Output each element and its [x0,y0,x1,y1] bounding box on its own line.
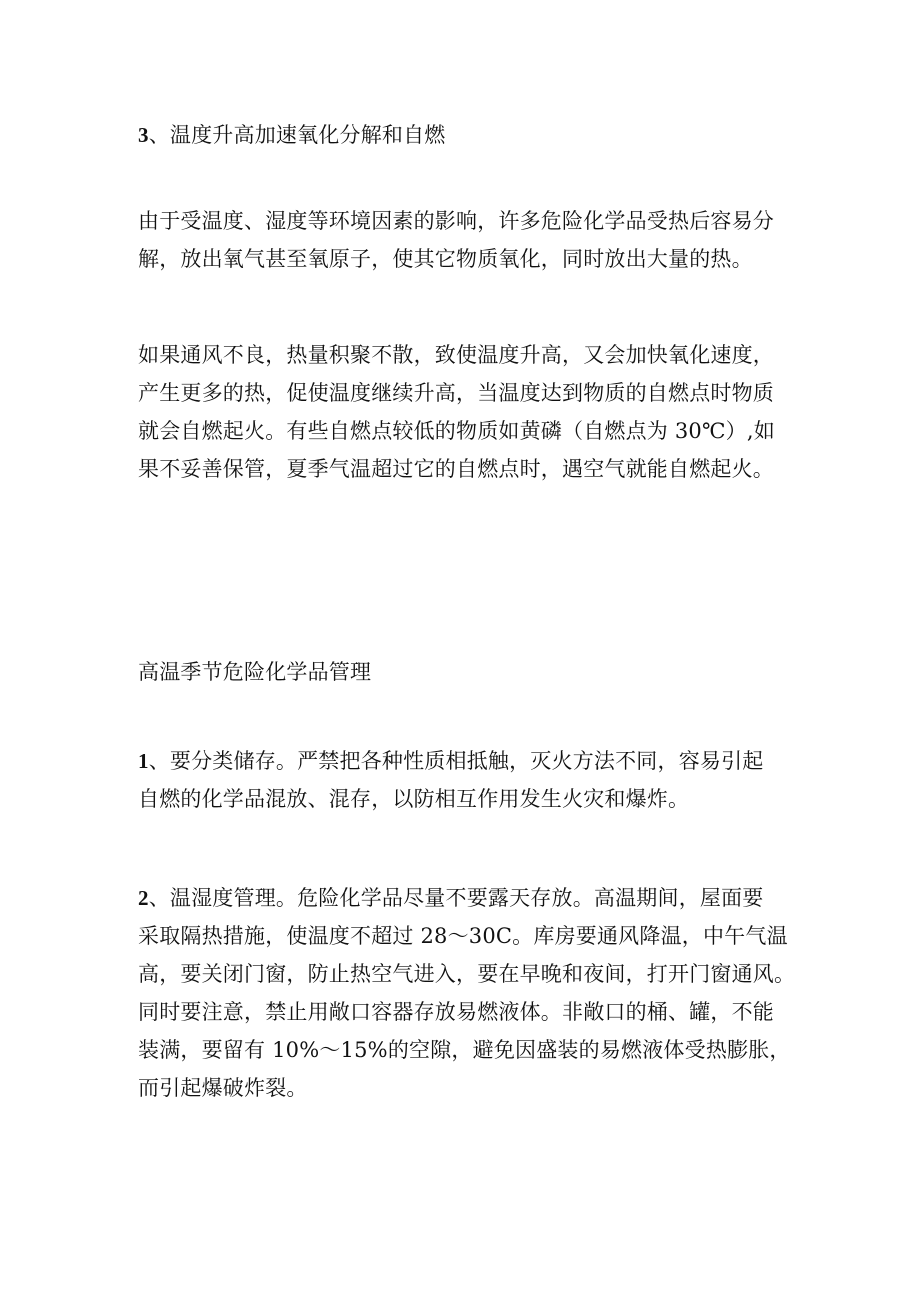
item-number: 2 [138,886,149,910]
section-3-heading [138,116,818,154]
item-line: 而引起爆破炸裂。 [138,1076,308,1100]
item-line: 高，要关闭门窗，防止热空气进入，要在早晚和夜间，打开门窗通风。 [138,962,796,986]
paragraph-line: 解，放出氧气甚至氧原子，使其它物质氧化，同时放出大量的热。 [138,247,753,271]
paragraph-line: 由于受温度、湿度等环境因素的影响，许多危险化学品受热后容易分 [138,209,774,233]
item-line: 、温湿度管理。危险化学品尽量不要露天存放。高温期间，屋面要 [148,886,764,910]
item-line: 同时要注意，禁止用敞口容器存放易燃液体。非敞口的桶、罐，不能 [138,1000,774,1024]
section-title: 高温季节危险化学品管理 [138,660,372,684]
paragraph-line: 如果通风不良，热量积聚不散，致使温度升高，又会加快氧化速度， [138,343,774,367]
paragraph-line: 产生更多的热，促使温度继续升高，当温度达到物质的自燃点时物质 [138,381,774,405]
item-number: 1 [138,749,149,773]
heading-text: 、温度升高加速氧化分解和自燃 [148,123,446,147]
paragraph-decomposition [138,202,818,278]
heading-number: 3 [138,123,149,147]
item-line: 、要分类储存。严禁把各种性质相抵触，灭火方法不同，容易引起 [148,749,764,773]
paragraph-line: 就会自燃起火。有些自燃点较低的物质如黄磷（自燃点为 30℃）,如 [138,419,775,443]
management-item-1 [138,742,818,818]
paragraph-line: 果不妥善保管，夏季气温超过它的自燃点时，遇空气就能自燃起火。 [138,457,774,481]
paragraph-self-ignition [138,336,818,488]
management-section-title [138,653,818,691]
management-item-2 [138,879,818,1107]
item-line: 自燃的化学品混放、混存，以防相互作用发生火灾和爆炸。 [138,787,690,811]
item-line: 装满，要留有 10%～15%的空隙，避免因盛装的易燃液体受热膨胀， [138,1038,791,1062]
item-line: 采取隔热措施，使温度不超过 28～30C。库房要通风降温，中午气温 [138,924,788,948]
